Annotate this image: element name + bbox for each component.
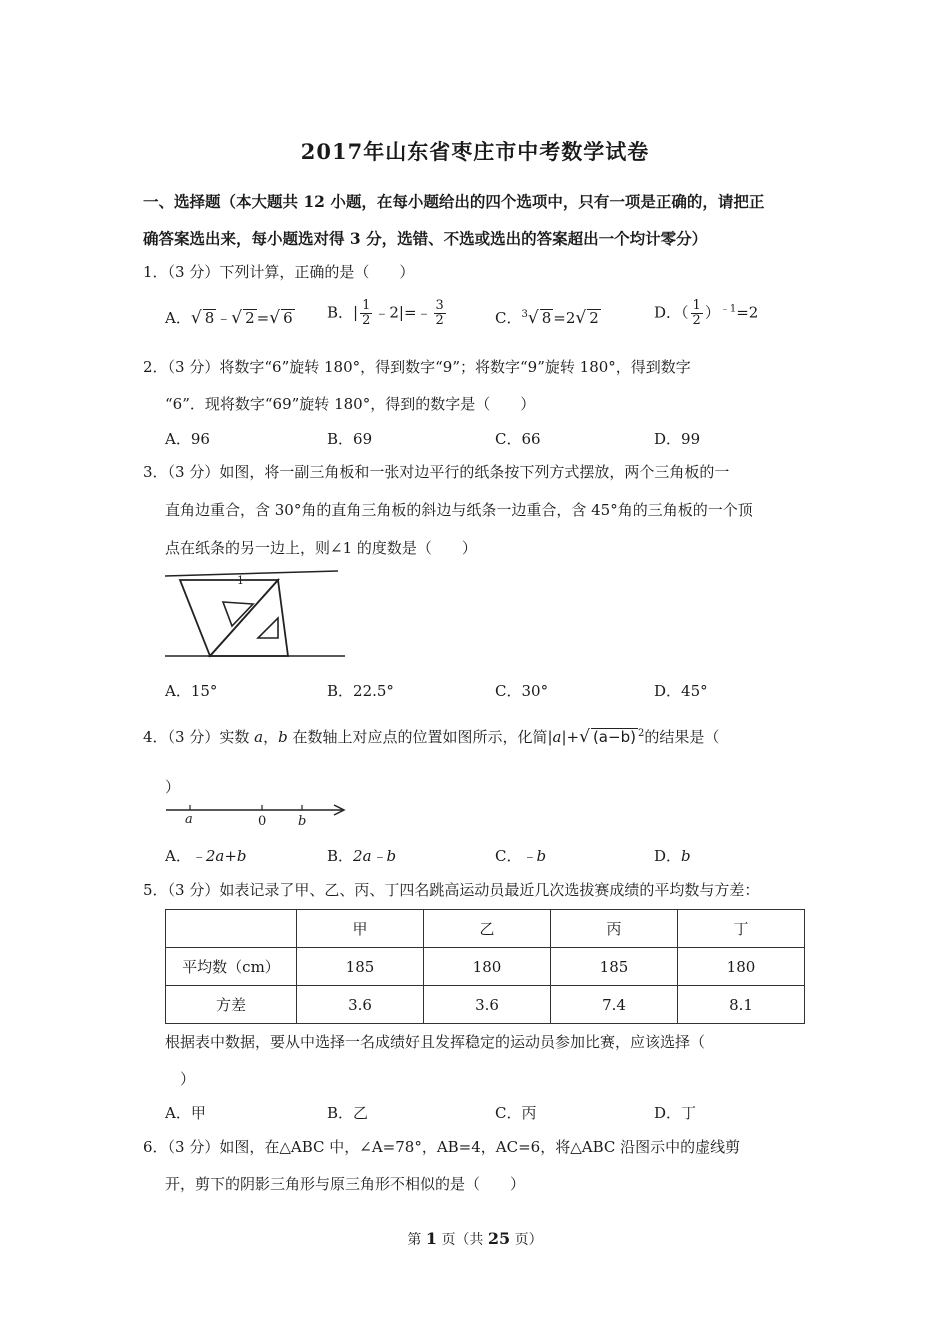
q5-option-a: A．甲 <box>165 1104 206 1122</box>
table-cell: 3.6 <box>297 986 424 1024</box>
q3-figure-triangles <box>160 570 350 662</box>
q2-option-c: C．66 <box>495 430 541 448</box>
q6-line-1: 6．（3 分）如图，在△ABC 中，∠A=78°，AB=4，AC=6，将△ABC 沿图示中的虚线剪 <box>143 1138 741 1156</box>
q1-stem: 1．（3 分）下列计算，正确的是（ ） <box>143 263 415 281</box>
q3-option-b: B．22.5° <box>327 682 394 700</box>
table-cell: 3.6 <box>424 986 551 1024</box>
table-cell: 185 <box>551 948 678 986</box>
q5-score-table <box>165 909 805 1024</box>
q2-option-d: D．99 <box>654 430 701 448</box>
axis-label-zero: 0 <box>258 814 267 829</box>
q1-option-d: D．（ $\frac{1}{2}$ ）$^{﹣1}$=2 <box>654 298 759 328</box>
q4-line-1: 4．（3 分）实数 a，b 在数轴上对应点的位置如图所示，化简|a|+√ (a−b) $^2$的结果是（ <box>143 727 720 747</box>
table-cell: 平均数（cm） <box>166 948 297 986</box>
page-number: 1 <box>425 1229 437 1248</box>
table-cell: 方差 <box>166 986 297 1024</box>
q1-option-c: C．$^3$√ 8 =2√ 2 <box>495 308 599 328</box>
q3-line-1: 3．（3 分）如图，将一副三角板和一张对边平行的纸条按下列方式摆放，两个三角板的一 <box>143 463 730 481</box>
q6-line-2: 开，剪下的阴影三角形与原三角形不相似的是（ ） <box>165 1175 526 1193</box>
q2-line-1: 2．（3 分）将数字“6”旋转 180°，得到数字“9”；将数字“9”旋转 180°，得到数字 <box>143 358 691 376</box>
q3-option-c: C．30° <box>495 682 549 700</box>
q1-option-a: A．√ 8 ﹣√ 2 =√ 6 <box>165 308 293 328</box>
page-total: 25 <box>487 1229 511 1248</box>
axis-label-b: b <box>298 814 307 829</box>
q5-stem: 5．（3 分）如表记录了甲、乙、丙、丁四名跳高运动员最近几次选拔赛成绩的平均数与方差： <box>143 881 760 899</box>
q1-option-b: B．| $\frac{1}{2}$ ﹣2|=﹣ $\frac{3}{2}$ <box>327 298 444 328</box>
q4-number-line <box>162 800 352 830</box>
table-row <box>166 948 805 986</box>
q5-after-line-1: 根据表中数据，要从中选择一名成绩好且发挥稳定的运动员参加比赛，应该选择（ <box>165 1033 706 1051</box>
table-cell: 180 <box>424 948 551 986</box>
table-header-cell: 丁 <box>678 910 805 948</box>
table-cell: 7.4 <box>551 986 678 1024</box>
q4-option-b: B．2a﹣b <box>327 847 397 865</box>
section-heading-line-1: 一、选择题（本大题共 12 小题，在每小题给出的四个选项中，只有一项是正确的，请把正 <box>143 192 765 211</box>
q4-option-d: D．b <box>654 847 691 865</box>
q3-line-2: 直角边重合，含 30°角的直角三角板的斜边与纸条一边重合，含 45°角的三角板的一个顶 <box>165 501 753 519</box>
table-cell: 8.1 <box>678 986 805 1024</box>
q3-option-a: A．15° <box>165 682 218 700</box>
q5-after-line-2: ） <box>180 1070 196 1088</box>
axis-label-a: a <box>185 812 193 827</box>
q3-option-d: D．45° <box>654 682 708 700</box>
table-header-cell <box>166 910 297 948</box>
table-header-cell: 甲 <box>297 910 424 948</box>
q2-line-2: “6”．现将数字“69”旋转 180°，得到的数字是（ ） <box>165 395 536 413</box>
q4-option-a: A．﹣2a+b <box>165 847 247 865</box>
table-cell: 180 <box>678 948 805 986</box>
q4-line-2: ） <box>165 778 181 796</box>
exam-title: 2017年山东省枣庄市中考数学试卷 <box>300 139 650 164</box>
angle-1-label: 1 <box>237 574 244 587</box>
table-header-cell: 丙 <box>551 910 678 948</box>
q2-option-a: A．96 <box>165 430 210 448</box>
q4-option-c: C．﹣b <box>495 847 547 865</box>
q5-option-b: B．乙 <box>327 1104 369 1122</box>
q5-option-d: D．丁 <box>654 1104 697 1122</box>
q3-line-3: 点在纸条的另一边上，则∠1 的度数是（ ） <box>165 539 477 557</box>
q5-option-c: C．丙 <box>495 1104 537 1122</box>
section-heading-line-2: 确答案选出来，每小题选对得 3 分，选错、不选或选出的答案超出一个均计零分） <box>143 229 708 248</box>
table-header-cell: 乙 <box>424 910 551 948</box>
page-footer: 第 1 页（共 25 页） <box>407 1229 543 1248</box>
table-cell: 185 <box>297 948 424 986</box>
table-row <box>166 986 805 1024</box>
q2-option-b: B．69 <box>327 430 373 448</box>
table-header-row <box>166 910 805 948</box>
